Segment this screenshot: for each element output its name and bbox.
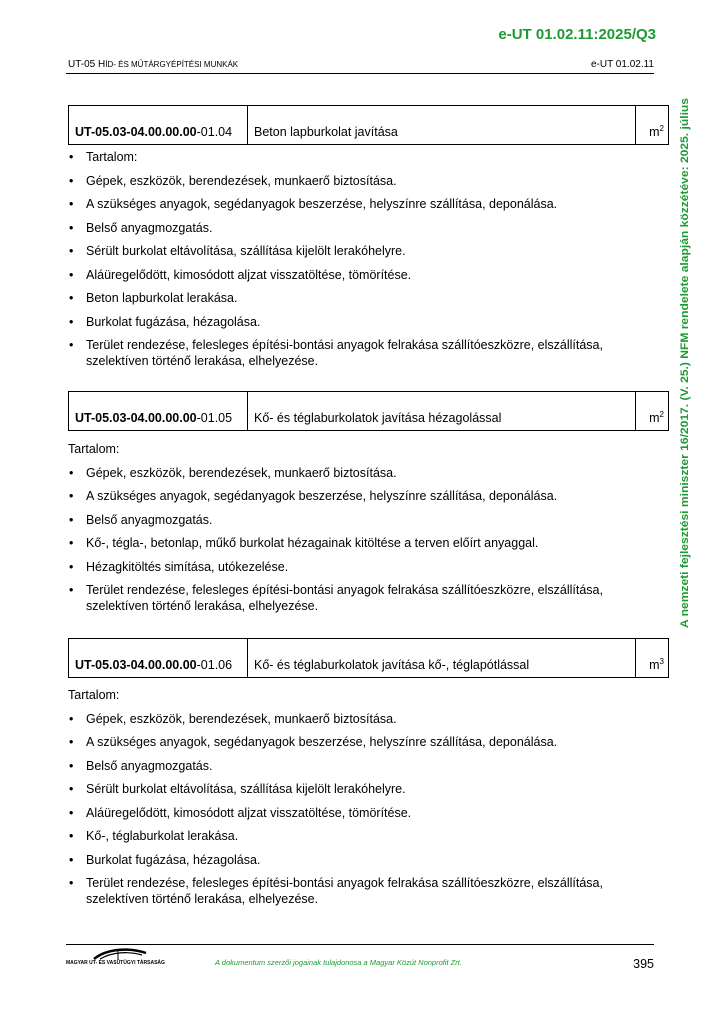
list-item: • A szükséges anyagok, segédanyagok beszerzése, helyszínre szállítása, deponálása.	[68, 734, 608, 750]
list-item: • Gépek, eszközök, berendezések, munkaerő biztosítása.	[68, 173, 608, 189]
list-item: • A szükséges anyagok, segédanyagok beszerzése, helyszínre szállítása, deponálása.	[68, 488, 608, 504]
list-item: • Tartalom:	[68, 149, 608, 165]
list-item: • Hézagkitöltés simítása, utókezelése.	[68, 559, 608, 575]
item-title: Beton lapburkolat javítása	[248, 106, 636, 145]
item-description	[68, 441, 608, 622]
content-lead: Tartalom:	[68, 442, 120, 456]
list-item: • Terület rendezése, felesleges építési-bontási anyagok felrakása szállítóeszközre, elszállítása, szelektíven történő lerakása, elhelyezése.	[68, 582, 608, 614]
item-header-table	[68, 391, 669, 431]
list-item: • Burkolat fugázása, hézagolása.	[68, 314, 608, 330]
list-item: • Gépek, eszközök, berendezések, munkaerő biztosítása.	[68, 465, 608, 481]
list-item: • Aláüregelődött, kimosódott aljzat visszatöltése, tömörítése.	[68, 805, 608, 821]
list-item: • A szükséges anyagok, segédanyagok beszerzése, helyszínre szállítása, deponálása.	[68, 196, 608, 212]
logo-text: MAGYAR UT- ÉS VASÚTÜGYI TÁRSASÁG	[66, 960, 165, 966]
item-code: UT-05.03-04.00.00.00-01.06	[69, 639, 248, 678]
list-item: • Kő-, tégla-, betonlap, műkő burkolat hézagainak kitöltése a terven előírt anyaggal.	[68, 535, 608, 551]
item-description	[68, 149, 608, 377]
list-item: • Terület rendezése, felesleges építési-bontási anyagok felrakása szállítóeszközre, elszállítása, szelektíven történő lerakása, elhelyezése.	[68, 875, 608, 907]
side-publication-note	[676, 96, 692, 628]
chapter-header	[68, 59, 238, 70]
item-unit: $m^2$	[636, 106, 669, 145]
item-title: Kő- és téglaburkolatok javítása hézagolással	[248, 392, 636, 431]
item-unit: $m^2$	[636, 392, 669, 431]
list-item: • Kő-, téglaburkolat lerakása.	[68, 828, 608, 844]
page-number: 395	[633, 957, 654, 971]
copyright-notice: A dokumentum szerzői jogainak tulajdonosa a Magyar Közút Nonprofit Zrt.	[215, 958, 462, 967]
side-note-text: A nemzeti fejlesztési miniszter 16/2017. (V. 25.) NFM rendelete alapján közzétéve: 2025. július	[679, 144, 691, 628]
item-header-table	[68, 105, 669, 145]
item-header-table	[68, 638, 669, 678]
content-lead: Tartalom:	[68, 688, 120, 702]
list-item: • Sérült burkolat eltávolítása, szállítása kijelölt lerakóhelyre.	[68, 243, 608, 259]
list-item: • Belső anyagmozgatás.	[68, 220, 608, 236]
footer-divider	[66, 944, 654, 945]
list-item: • Sérült burkolat eltávolítása, szállítása kijelölt lerakóhelyre.	[68, 781, 608, 797]
list-item: • Gépek, eszközök, berendezések, munkaerő biztosítása.	[68, 711, 608, 727]
society-logo	[66, 947, 166, 971]
item-title: Kő- és téglaburkolatok javítása kő-, téglapótlással	[248, 639, 636, 678]
item-unit: $m^3$	[636, 639, 669, 678]
item-description	[68, 687, 608, 915]
chapter-header-small: ÍD- ÉS MŰTÁRGYÉPÍTÉSI MUNKÁK	[105, 60, 239, 69]
document-id: e-UT 01.02.11:2025/Q3	[498, 26, 656, 43]
header-divider	[66, 73, 654, 74]
list-item: • Beton lapburkolat lerakása.	[68, 290, 608, 306]
item-code: UT-05.03-04.00.00.00-01.05	[69, 392, 248, 431]
list-item: • Belső anyagmozgatás.	[68, 758, 608, 774]
document-short-id: e-UT 01.02.11	[590, 59, 654, 70]
list-item: • Belső anyagmozgatás.	[68, 512, 608, 528]
list-item: • Burkolat fugázása, hézagolása.	[68, 852, 608, 868]
chapter-header-main: UT-05 H	[68, 59, 106, 70]
list-item: • Aláüregelődött, kimosódott aljzat visszatöltése, tömörítése.	[68, 267, 608, 283]
list-item: • Terület rendezése, felesleges építési-bontási anyagok felrakása szállítóeszközre, elszállítása, szelektíven történő lerakása, elhelyezése.	[68, 337, 608, 369]
item-code: UT-05.03-04.00.00.00-01.04	[69, 106, 248, 145]
